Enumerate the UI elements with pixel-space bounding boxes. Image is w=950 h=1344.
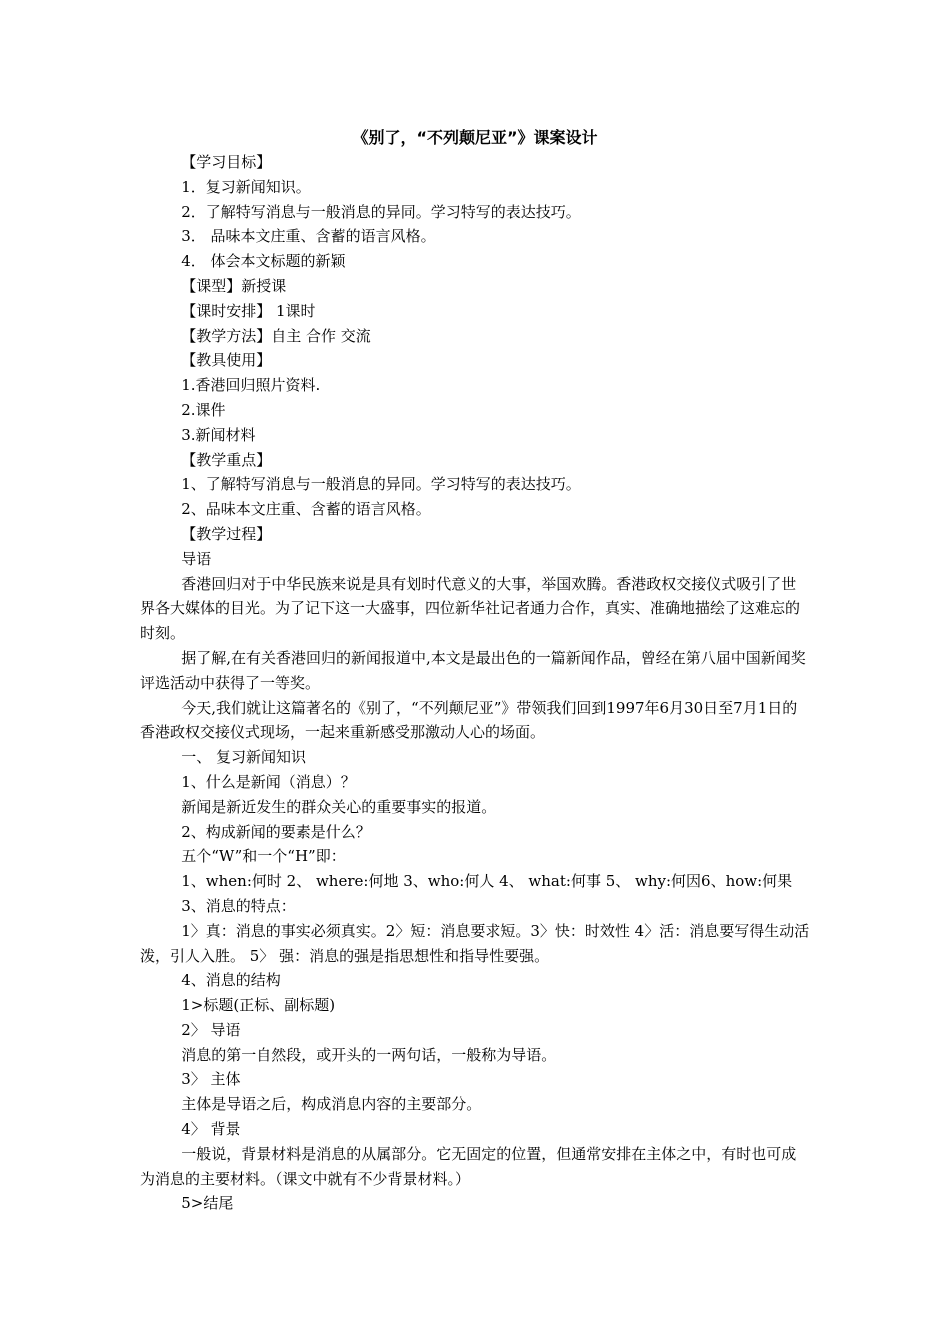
answer: 新闻是新近发生的群众关心的重要事实的报道。 xyxy=(181,797,497,816)
subheading-review: 一、 复习新闻知识 xyxy=(181,748,307,767)
answer: 1、when:何时 2、 where:何地 3、who:何人 4、 what:何事 5、 why:何因6、how:何果 xyxy=(181,872,793,891)
paragraph: 香港回归对于中华民族来说是具有划时代意义的大事，举国欢腾。香港政权交接仪式吸引了世界各大媒体的目光。为了记下这一大盛事，四位新华社记者通力合作，真实、准确地描绘了这难忘的时刻。 xyxy=(140,574,801,643)
structure-item: 5>结尾 xyxy=(181,1194,234,1213)
paragraph: 据了解,在有关香港回归的新闻报道中,本文是最出色的一篇新闻作品，曾经在第八届中国新闻奖评选活动中获得了一等奖。 xyxy=(140,648,806,692)
question: 1、什么是新闻（消息）？ xyxy=(181,772,356,791)
document-title: 《别了，“不列颠尼亚”》课案设计 xyxy=(352,128,598,147)
section-heading-process: 【教学过程】 xyxy=(181,524,272,543)
paragraph: 今天,我们就让这篇著名的《别了，“不列颠尼亚”》带领我们回到1997年6月30日至7月1日的香港政权交接仪式现场，一起来重新感受那激动人心的场面。 xyxy=(140,698,798,742)
goal-item: 1．复习新闻知识。 xyxy=(181,177,311,196)
tool-item: 2.课件 xyxy=(181,400,226,419)
document-body xyxy=(140,150,810,1216)
paragraph: 1〉真：消息的事实必须真实。2〉短：消息要求短。3〉快：时效性 4〉活：消息要写得生动活泼，引人入胜。 5〉 强：消息的强是指思想性和指导性要强。 xyxy=(140,921,810,965)
teaching-method: 【教学方法】自主 合作 交流 xyxy=(181,326,371,345)
goal-item: 3． 品味本文庄重、含蓄的语言风格。 xyxy=(181,227,436,246)
structure-item: 1>标题(正标、副标题) xyxy=(181,996,336,1015)
structure-item: 2〉 导语 xyxy=(181,1020,241,1039)
question: 2、构成新闻的要素是什么？ xyxy=(181,822,371,841)
structure-item: 4〉 背景 xyxy=(181,1120,241,1139)
focus-item: 1、了解特写消息与一般消息的异同。学习特写的表达技巧。 xyxy=(181,475,581,494)
subheading-intro: 导语 xyxy=(181,549,212,568)
lesson-schedule: 【课时安排】 1课时 xyxy=(181,301,316,320)
section-heading-goals: 【学习目标】 xyxy=(181,153,272,171)
tool-item: 3.新闻材料 xyxy=(181,425,256,444)
question: 3、消息的特点： xyxy=(181,896,296,915)
question: 4、消息的结构 xyxy=(181,971,281,990)
tool-item: 1.香港回归照片资料. xyxy=(181,376,321,395)
paragraph: 一般说，背景材料是消息的从属部分。它无固定的位置，但通常安排在主体之中，有时也可成为消息的主要材料。（课文中就有不少背景材料。） xyxy=(140,1144,797,1188)
paragraph: 消息的第一自然段，或开头的一两句话，一般称为导语。 xyxy=(181,1045,557,1064)
section-heading-tools: 【教具使用】 xyxy=(181,351,272,370)
goal-item: 4． 体会本文标题的新颖 xyxy=(181,252,346,271)
goal-item: 2．了解特写消息与一般消息的异同。学习特写的表达技巧。 xyxy=(181,202,581,221)
answer: 五个“W”和一个“H”即： xyxy=(181,847,346,866)
lesson-type: 【课型】新授课 xyxy=(181,276,287,295)
structure-item: 3〉 主体 xyxy=(181,1070,241,1089)
section-heading-focus: 【教学重点】 xyxy=(181,450,272,469)
focus-item: 2、品味本文庄重、含蓄的语言风格。 xyxy=(181,500,431,519)
paragraph: 主体是导语之后，构成消息内容的主要部分。 xyxy=(181,1095,482,1114)
